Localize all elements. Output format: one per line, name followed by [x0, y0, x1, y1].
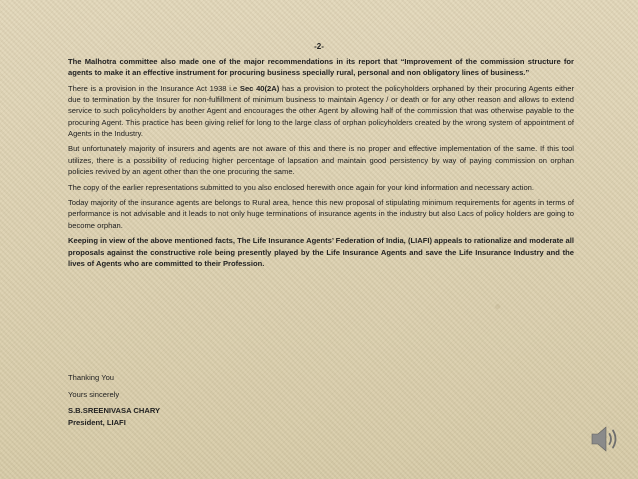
- paragraph-provision-start: There is a provision in the Insurance Act 1938 i.e: [68, 83, 240, 93]
- signatory-name: S.B.SREENIVASA CHARY: [68, 406, 161, 416]
- paragraph-representations: The copy of the earlier representations submitted to you also enclosed herewith once again for your kind information and necessary action.: [68, 182, 535, 192]
- paragraph-provision-end: has a provision to protect the policyholders orphaned by their procuring Agents either due to termination by the Insurer for non-fulfillment of minimum business to maintain Agency / or death or for any other reason and allows to extend service to such policyholders by another Agent and encourages the other Agent by allowing half of the commission that was otherwise payable to the procuring Agent. This practice has been giving relief for long to the large class of orphan policyholders created by the wrong system of appointment of Agents in the Industry.: [68, 83, 574, 138]
- signature-block: [68, 372, 308, 428]
- closing-line: Thanking You: [68, 373, 115, 382]
- page-number: -2-: [314, 42, 324, 51]
- signatory-title: President, LIAFI: [68, 417, 126, 427]
- sign-off: Yours sincerely: [68, 389, 120, 399]
- section-reference: Sec 40(2A): [239, 83, 280, 93]
- paragraph-provision: [68, 83, 574, 139]
- letter-body: [68, 42, 574, 273]
- speaker-icon[interactable]: [589, 421, 621, 457]
- paragraph-rural-agents: Today majority of the insurance agents are belongs to Rural area, hence this new proposal of stipulating minimum requirements for agents in terms of performance is not advisable and it leads to not only huge terminations of insurance agents in the industry but also Lacs of policy holders are going to become orphan.: [68, 198, 574, 230]
- paragraph-appeal: Keeping in view of the above mentioned facts, The Life Insurance Agents’ Federation of India, (LIAFI) appeals to rationalize and moderate all proposals against the constructive role being presently played by the Life Insurance Agents and save the Life Insurance Industry and the lives of Agents who are committed to their Profession.: [68, 236, 574, 268]
- intro-paragraph: The Malhotra committee also made one of the major recommendations in its report that “Improvement of the commission structure for agents to make it an effective instrument for procuring business specially rural, personal and non obligatory lines of business.”: [68, 57, 574, 78]
- paragraph-awareness: But unfortunately majority of insurers and agents are not aware of this and there is no proper and effective implementation of the same. If this tool utilizes, there is a possibility of reducing higher percentage of lapsation and maintain good persistency by way of paying commission on orphan policies revived by an agent other than the one procuring the same.: [68, 144, 574, 176]
